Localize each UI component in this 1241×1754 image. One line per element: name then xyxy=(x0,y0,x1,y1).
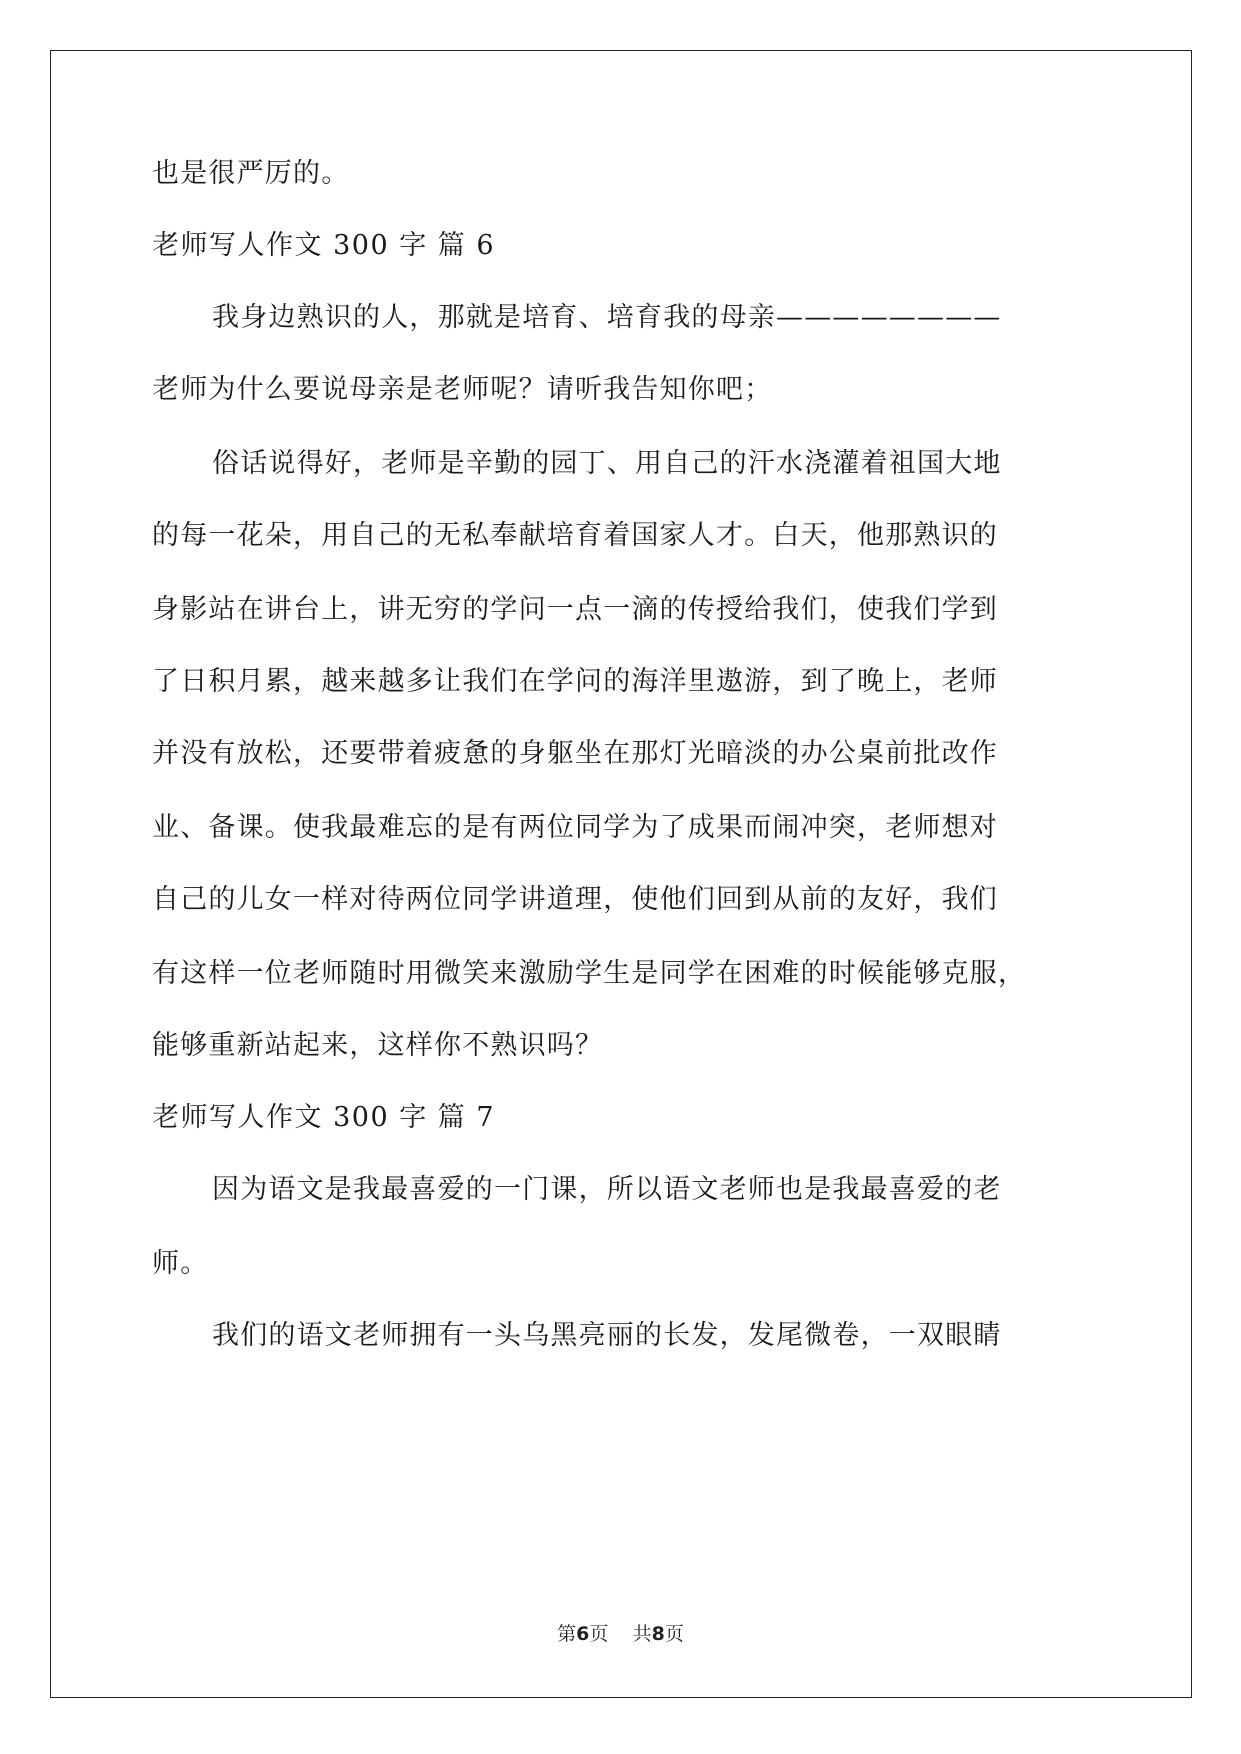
paragraph-line: 我身边熟识的人，那就是培育、培育我的母亲———————— xyxy=(212,302,1002,333)
paragraph-line: 师。 xyxy=(152,1248,209,1279)
paragraph-line: 身影站在讲台上，讲无穷的学问一点一滴的传授给我们，使我们学到 xyxy=(152,594,998,625)
total-page-number: 8 xyxy=(651,1623,665,1645)
paragraph-line: 因为语文是我最喜爱的一门课，所以语文老师也是我最喜爱的老 xyxy=(212,1174,1002,1205)
paragraph-line: 也是很严厉的。 xyxy=(152,158,350,189)
paragraph-line: 老师为什么要说母亲是老师呢？请听我告知你吧； xyxy=(152,374,773,405)
section-heading-7: 老师写人作文 300 字 篇 7 xyxy=(152,1102,496,1133)
section-heading-6: 老师写人作文 300 字 篇 6 xyxy=(152,230,496,261)
paragraph-line: 自己的儿女一样对待两位同学讲道理，使他们回到从前的友好，我们 xyxy=(152,884,998,915)
paragraph-line: 有这样一位老师随时用微笑来激励学生是同学在困难的时候能够克服， xyxy=(152,958,1027,989)
paragraph-line: 俗话说得好，老师是辛勤的园丁、用自己的汗水浇灌着祖国大地 xyxy=(212,448,1002,479)
paragraph-line: 的每一花朵，用自己的无私奉献培育着国家人才。白天，他那熟识的 xyxy=(152,520,998,551)
paragraph-line: 我们的语文老师拥有一头乌黑亮丽的长发，发尾微卷，一双眼睛 xyxy=(212,1320,1002,1351)
footer-prefix: 第 xyxy=(557,1623,577,1645)
current-page-number: 6 xyxy=(576,1623,590,1645)
footer-suffix: 页 xyxy=(664,1623,684,1645)
paragraph-line: 业、备课。使我最难忘的是有两位同学为了成果而闹冲突，老师想对 xyxy=(152,812,998,843)
paragraph-line: 并没有放松，还要带着疲惫的身躯坐在那灯光暗淡的办公桌前批改作 xyxy=(152,738,998,769)
page-footer xyxy=(0,1622,1241,1646)
footer-middle: 页 共 xyxy=(589,1623,652,1645)
paragraph-line: 能够重新站起来，这样你不熟识吗？ xyxy=(152,1030,604,1061)
paragraph-line: 了日积月累，越来越多让我们在学问的海洋里遨游，到了晚上，老师 xyxy=(152,666,998,697)
